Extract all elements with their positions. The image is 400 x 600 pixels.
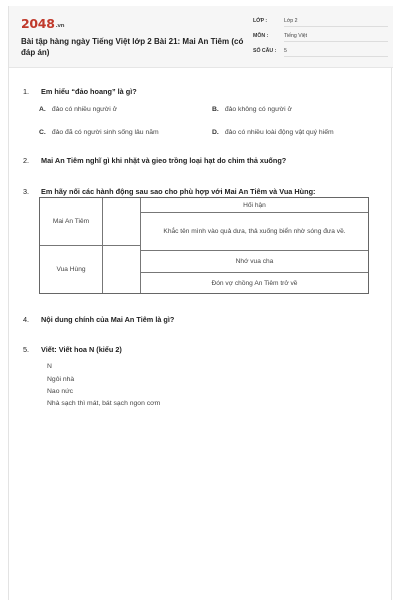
q1-option-b[interactable] xyxy=(212,106,292,113)
site-logo[interactable] xyxy=(21,16,64,31)
match-right-item[interactable]: Hối hận xyxy=(243,201,266,209)
q1-option-d[interactable] xyxy=(212,129,334,136)
meta-subject xyxy=(253,33,389,44)
question-text: Mai An Tiêm nghĩ gì khi nhặt và gieo trồng loại hạt do chim thả xuống? xyxy=(41,156,287,165)
question-text: Nội dung chính của Mai An Tiêm là gì? xyxy=(41,315,175,324)
meta-class-value: Lớp 2 xyxy=(284,18,388,27)
option-text: đảo đã có người sinh sống lâu năm xyxy=(51,129,159,136)
logo-suffix: .vn xyxy=(55,23,65,29)
meta-subject-value: Tiếng Việt xyxy=(284,33,388,42)
question-number: 2. xyxy=(23,156,30,165)
matching-table xyxy=(39,197,369,294)
option-text: đảo không có người ở xyxy=(224,106,292,113)
match-right-item[interactable]: Nhớ vua cha xyxy=(235,258,274,265)
writing-line: Nao nức xyxy=(47,388,74,395)
question-number: 5. xyxy=(23,345,30,354)
writing-line: Ngôi nhà xyxy=(47,376,75,383)
worksheet-page xyxy=(8,6,392,600)
writing-line: Nhà sạch thì mát, bát sạch ngon cơm xyxy=(47,400,161,407)
question-number: 3. xyxy=(23,187,30,196)
option-letter: C. xyxy=(39,129,46,136)
question-text: Viết: Viết hoa N (kiểu 2) xyxy=(41,345,122,354)
meta-count-label: SỐ CÂU : xyxy=(253,48,277,54)
q1-option-c[interactable] xyxy=(39,129,159,136)
worksheet-header xyxy=(9,6,393,68)
match-left-item[interactable]: Mai An Tiêm xyxy=(52,218,90,225)
option-text: đảo có nhiều loài động vật quý hiếm xyxy=(224,129,334,136)
option-letter: A. xyxy=(39,106,46,113)
option-letter: B. xyxy=(212,106,219,113)
meta-subject-label: MÔN : xyxy=(253,33,269,39)
writing-line: N xyxy=(47,363,52,370)
meta-count xyxy=(253,48,389,59)
question-text: Em hiểu “đảo hoang” là gì? xyxy=(41,87,137,96)
match-right-item[interactable]: Đón vợ chồng An Tiêm trở về xyxy=(211,279,298,287)
option-letter: D. xyxy=(212,129,219,136)
q1-option-a[interactable] xyxy=(39,106,117,113)
question-number: 4. xyxy=(23,315,30,324)
option-text: đảo có nhiều người ở xyxy=(51,106,118,113)
logo-main: 2048 xyxy=(21,16,55,31)
meta-class-label: LỚP : xyxy=(253,18,268,24)
meta-count-value: 5 xyxy=(284,48,388,57)
question-number: 1. xyxy=(23,87,30,96)
page-title: Bài tập hàng ngày Tiếng Việt lớp 2 Bài 21: Mai An Tiêm (có đáp án) xyxy=(21,37,244,57)
meta-class xyxy=(253,18,389,29)
question-text: Em hãy nối các hành động sau sao cho phù hợp với Mai An Tiêm và Vua Hùng: xyxy=(41,187,316,196)
match-left-item[interactable]: Vua Hùng xyxy=(56,266,86,273)
match-right-item[interactable]: Khắc tên mình vào quả dưa, thả xuống biển nhờ sóng đưa về. xyxy=(163,228,346,235)
